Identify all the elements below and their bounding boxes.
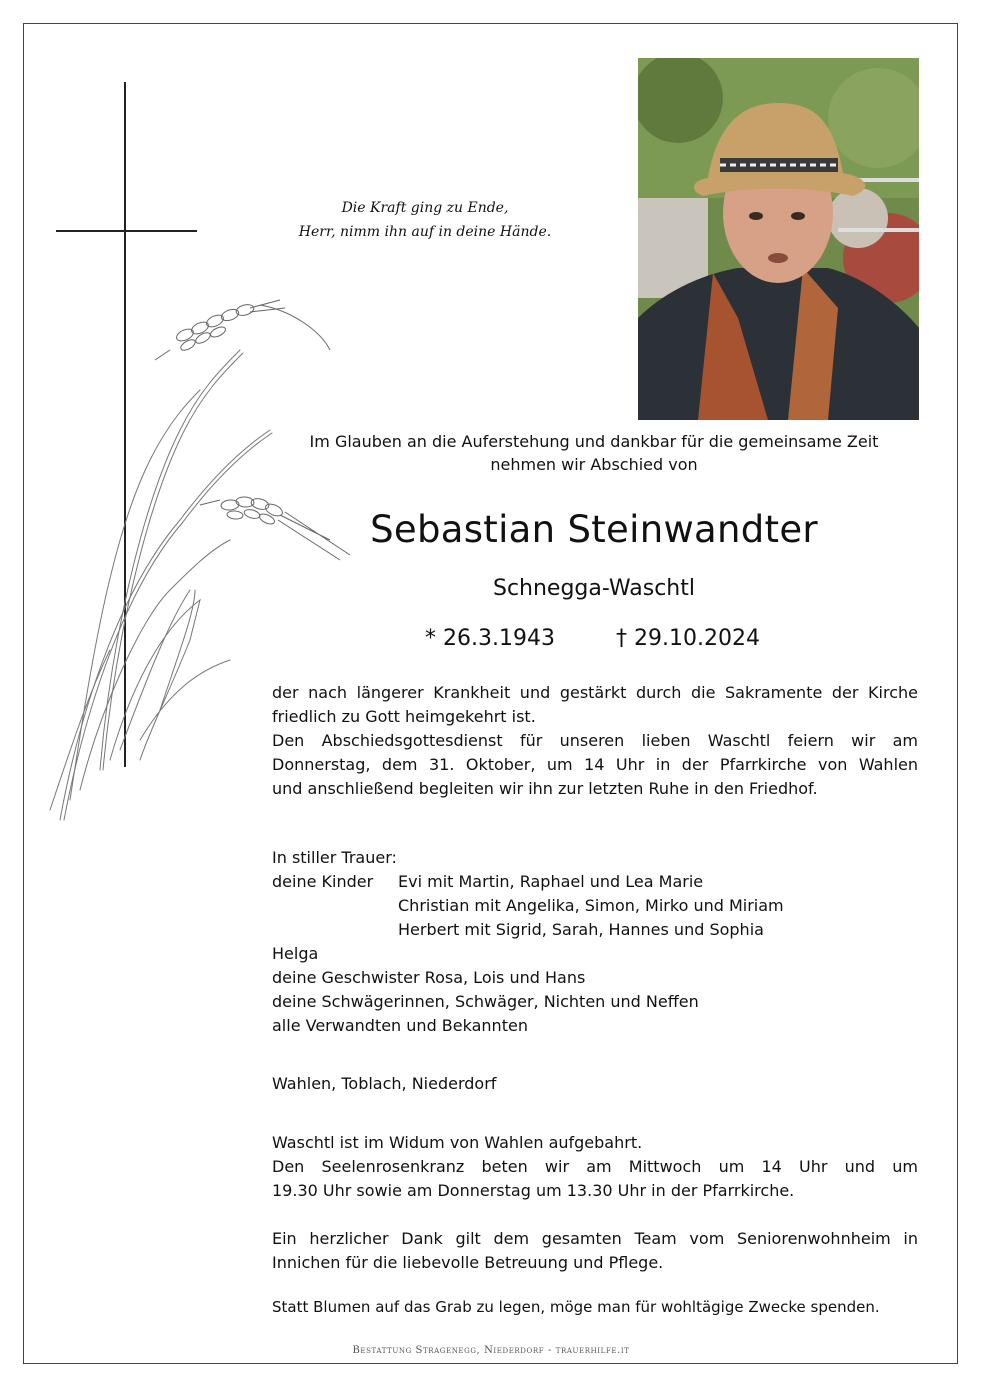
mourner-entry: deine Geschwister Rosa, Lois und Hans [272, 968, 586, 987]
announcement-paragraph [272, 681, 918, 801]
children-label: deine Kinder [272, 872, 374, 891]
verse [250, 196, 600, 244]
thanks-line-2: Innichen für die liebevolle Betreuung und Pflege. [272, 1253, 664, 1272]
death-date: † 29.10.2024 [616, 626, 760, 651]
laying-out-paragraph [272, 1131, 918, 1203]
intro-text [272, 430, 916, 476]
undertaker-footer: Bestattung Stragenegg, Niederdorf - trauerhilfe.it [352, 1345, 630, 1356]
children-row-1 [272, 870, 918, 894]
child-family: Christian mit Angelika, Simon, Mirko und Miriam [398, 896, 784, 915]
deceased-nickname: Schnegga-Waschtl [492, 576, 695, 601]
intro-line-1: Im Glauben an die Auferstehung und dankbar für die gemeinsame Zeit [309, 432, 879, 451]
child-family: Evi mit Martin, Raphael und Lea Marie [398, 872, 704, 891]
mourners-list [272, 846, 918, 1038]
laying-out-line-2: Den Seelenrosenkranz beten wir am Mittwoch um 14 Uhr und um [272, 1157, 918, 1176]
cross-horizontal-bar [56, 230, 197, 232]
paragraph-2-line-2: Donnerstag, dem 31. Oktober, um 14 Uhr in der Pfarrkirche von Wahlen [272, 755, 918, 774]
mourner-entry: Helga [272, 944, 319, 963]
paragraph-1-line-1: der nach längerer Krankheit und gestärkt durch die Sakramente der Kirche [272, 683, 918, 702]
paragraph-2-line-3: und anschließend begleiten wir ihn zur letzten Ruhe in den Friedhof. [272, 779, 818, 798]
mourners-heading: In stiller Trauer: [272, 848, 397, 867]
thanks-paragraph [272, 1227, 918, 1275]
birth-date: * 26.3.1943 [425, 626, 555, 651]
paragraph-1-line-2: friedlich zu Gott heimgekehrt ist. [272, 707, 536, 726]
laying-out-line-1: Waschtl ist im Widum von Wahlen aufgebahrt. [272, 1133, 643, 1152]
thanks-line-1: Ein herzlicher Dank gilt dem gesamten Team vom Seniorenwohnheim in [272, 1229, 918, 1248]
laying-out-line-3: 19.30 Uhr sowie am Donnerstag um 13.30 Uhr in der Pfarrkirche. [272, 1181, 795, 1200]
verse-line-1: Die Kraft ging zu Ende, [341, 200, 509, 216]
deceased-name: Sebastian Steinwandter [370, 508, 818, 551]
mourner-entry: alle Verwandten und Bekannten [272, 1016, 528, 1035]
places: Wahlen, Toblach, Niederdorf [272, 1074, 497, 1093]
verse-line-2: Herr, nimm ihn auf in deine Hände. [298, 224, 552, 240]
child-family: Herbert mit Sigrid, Sarah, Hannes und Sophia [398, 920, 764, 939]
portrait-photo [638, 58, 919, 420]
life-dates [272, 626, 916, 656]
flowers-note: Statt Blumen auf das Grab zu legen, möge man für wohltägige Zwecke spenden. [272, 1298, 880, 1316]
intro-line-2: nehmen wir Abschied von [490, 455, 698, 474]
paragraph-2-line-1: Den Abschiedsgottesdienst für unseren lieben Waschtl feiern wir am [272, 731, 918, 750]
mourner-entry: deine Schwägerinnen, Schwäger, Nichten und Neffen [272, 992, 699, 1011]
